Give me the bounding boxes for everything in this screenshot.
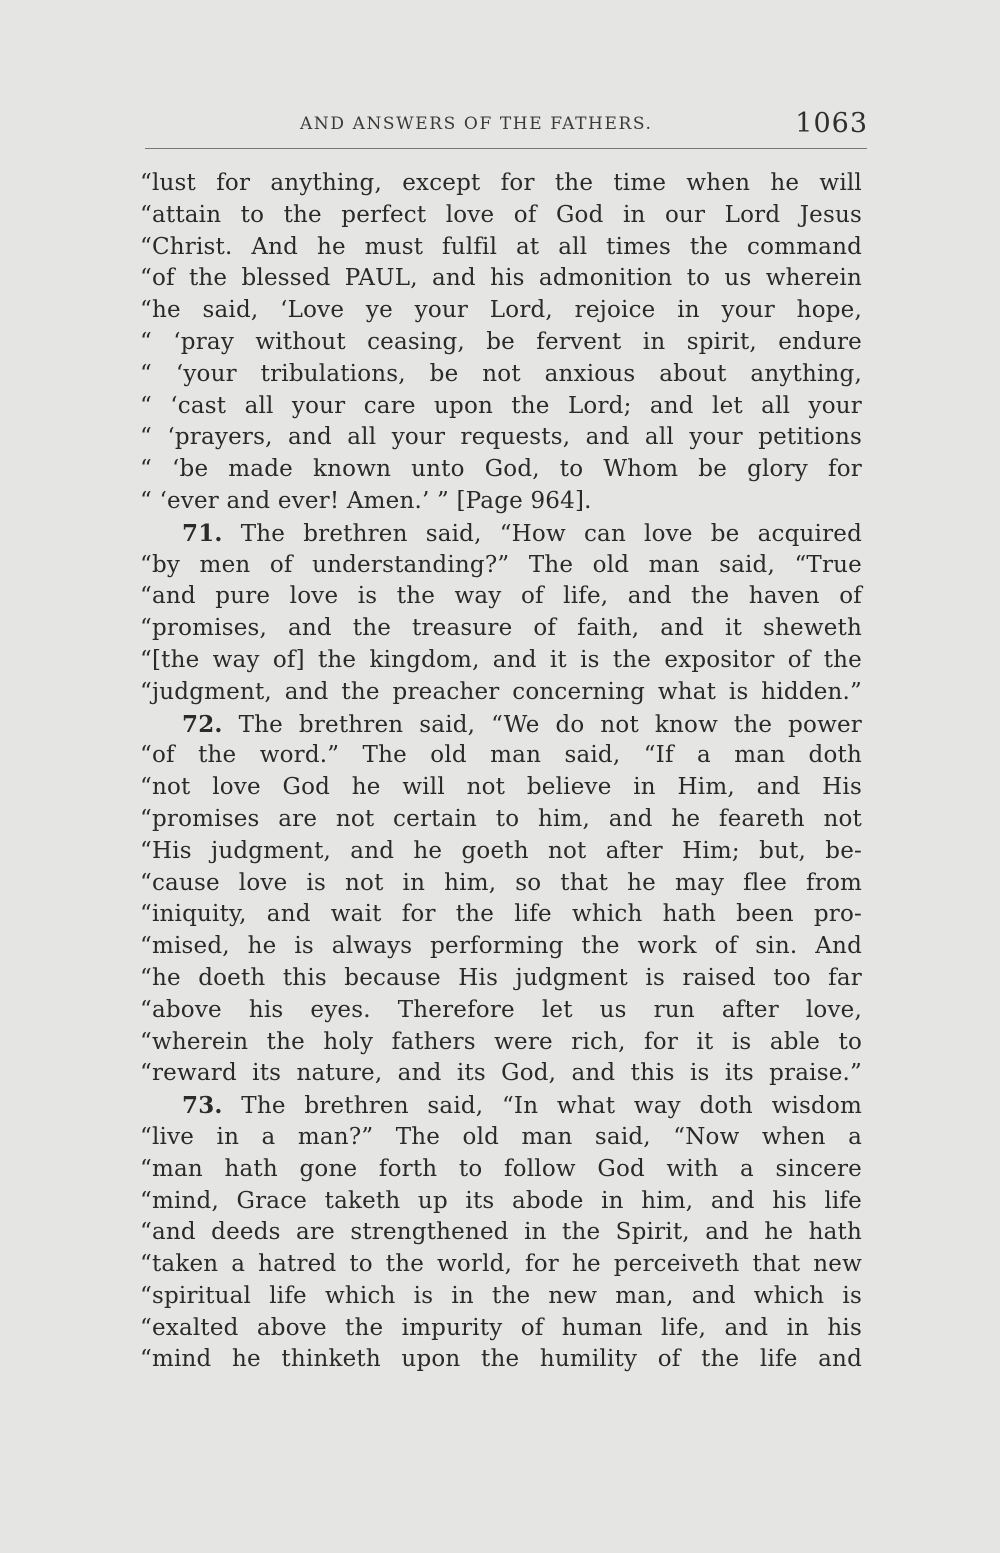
paragraph-number: 71.: [182, 519, 223, 547]
text-line: The brethren said, “We do not know the power: [238, 711, 863, 738]
text-line: The brethren said, “In what way doth wisdom: [241, 1093, 862, 1120]
text-line: “mised, he is always performing the work of sin. And: [140, 933, 862, 960]
text-line: “of the blessed PAUL, and his admonition to us wherein: [140, 265, 862, 292]
text-line: “reward its nature, and its God, and this is its praise.”: [140, 1060, 862, 1087]
text-line: “ ‘your tribulations, be not anxious about anything,: [140, 360, 862, 387]
text-line: “iniquity, and wait for the life which hath been pro-: [140, 901, 862, 928]
body-text: [140, 168, 862, 1376]
text-line: “promises, and the treasure of faith, and it sheweth: [140, 615, 862, 642]
text-line: “wherein the holy fathers were rich, for it is able to: [140, 1028, 862, 1055]
text-line: “ ‘cast all your care upon the Lord; and let all your: [140, 392, 862, 419]
text-line: “mind, Grace taketh up its abode in him, and his life: [140, 1187, 862, 1214]
page-number: 1063: [795, 108, 868, 139]
text-line: “spiritual life which is in the new man, and which is: [140, 1282, 862, 1309]
text-line: “mind he thinketh upon the humility of the life and: [140, 1346, 862, 1373]
page-header: [140, 108, 868, 144]
text-line: “His judgment, and he goeth not after Him; but, be-: [140, 837, 862, 864]
text-line: “live in a man?” The old man said, “Now when a: [140, 1123, 862, 1150]
text-line: “ ‘ever and ever! Amen.’ ” [Page 964].: [140, 487, 592, 514]
running-head: AND ANSWERS OF THE FATHERS.: [300, 114, 653, 134]
paragraph-73-first-line: [140, 1090, 862, 1122]
text-line: “and deeds are strengthened in the Spirit, and he hath: [140, 1219, 862, 1246]
text-line: “ ‘prayers, and all your requests, and all your petitions: [140, 424, 862, 451]
paragraph-72-first-line: [140, 709, 862, 741]
paragraph-71-first-line: [140, 518, 862, 550]
text-line: “by men of understanding?” The old man said, “True: [140, 551, 862, 578]
text-line: “ ‘be made known unto God, to Whom be glory for: [140, 456, 862, 483]
text-line: “he said, ‘Love ye your Lord, rejoice in your hope,: [140, 297, 862, 324]
paragraph-number: 72.: [182, 710, 223, 738]
text-line: “cause love is not in him, so that he may flee from: [140, 869, 862, 896]
text-line: “above his eyes. Therefore let us run after love,: [140, 996, 862, 1023]
text-line: “attain to the perfect love of God in our Lord Jesus: [140, 201, 862, 228]
text-line: “exalted above the impurity of human life, and in his: [140, 1314, 862, 1341]
text-line: “man hath gone forth to follow God with a sincere: [140, 1155, 862, 1182]
text-line: “and pure love is the way of life, and the haven of: [140, 583, 862, 610]
text-line: “judgment, and the preacher concerning what is hidden.”: [140, 678, 862, 705]
text-line: The brethren said, “How can love be acquired: [240, 520, 863, 547]
text-line: “ ‘pray without ceasing, be fervent in spirit, endure: [140, 328, 862, 355]
text-line: “[the way of] the kingdom, and it is the expositor of the: [140, 646, 862, 673]
text-line: “of the word.” The old man said, “If a man doth: [140, 742, 862, 769]
header-rule: [145, 148, 867, 149]
text-line: “Christ. And he must fulfil at all times the command: [140, 233, 862, 260]
text-line: “taken a hatred to the world, for he perceiveth that new: [140, 1251, 862, 1278]
text-line: “promises are not certain to him, and he feareth not: [140, 805, 862, 832]
text-line: “he doeth this because His judgment is raised too far: [140, 964, 862, 991]
paragraph-number: 73.: [182, 1092, 223, 1120]
text-line: “not love God he will not believe in Him, and His: [140, 774, 862, 801]
text-line: “lust for anything, except for the time when he will: [140, 170, 862, 196]
